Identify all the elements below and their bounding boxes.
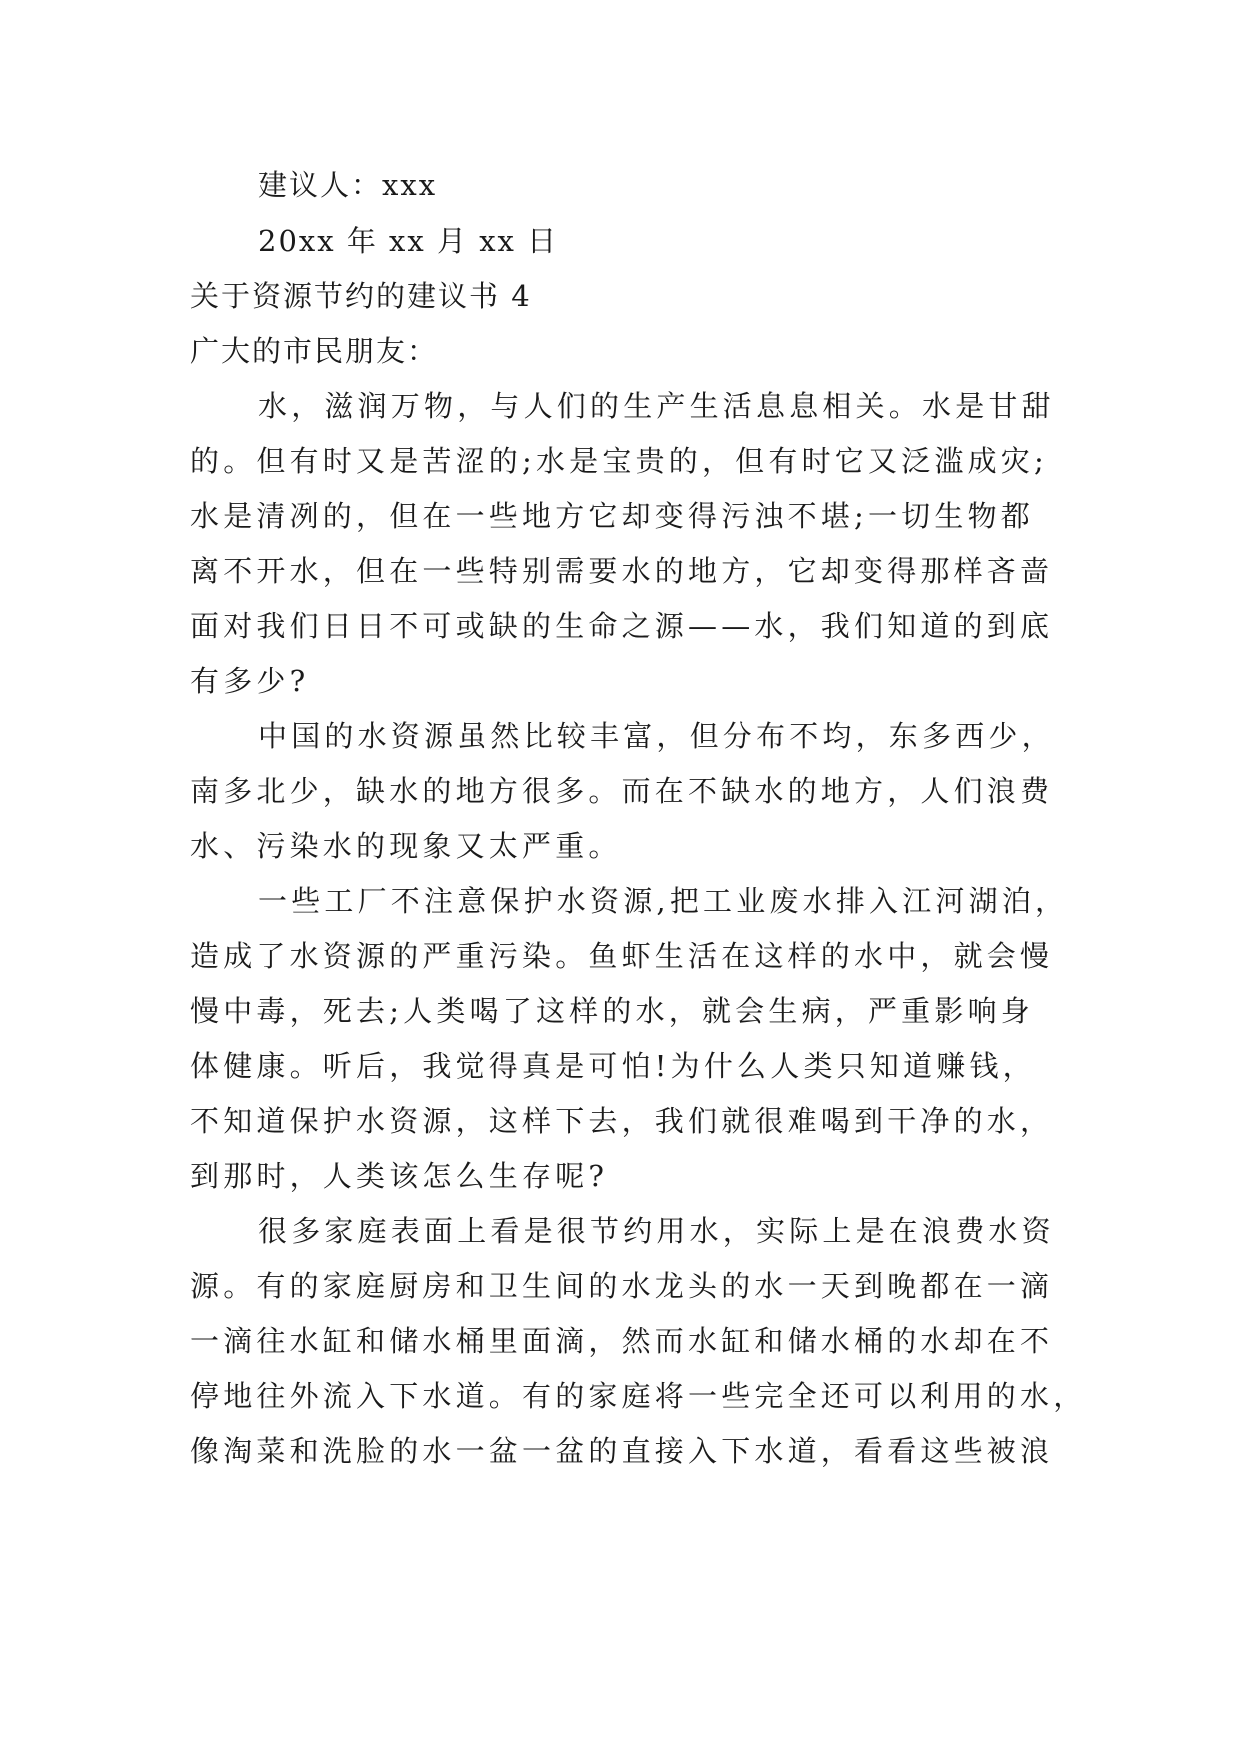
- document-title: 关于资源节约的建议书 4: [190, 279, 532, 313]
- paragraph-1-line-4: 离不开水，但在一些特别需要水的地方，它却变得那样吝啬: [190, 554, 1054, 588]
- signature-date: 20xx 年 xx 月 xx 日: [258, 224, 559, 258]
- paragraph-4-line-1: 很多家庭表面上看是很节约用水，实际上是在浪费水资: [258, 1214, 1055, 1248]
- paragraph-2-line-1: 中国的水资源虽然比较丰富，但分布不均，东多西少，: [258, 719, 1055, 753]
- paragraph-1-line-2: 的。但有时又是苦涩的;水是宝贵的，但有时它又泛滥成灾;: [190, 444, 1048, 478]
- paragraph-1-line-1: 水，滋润万物，与人们的生产生活息息相关。水是甘甜: [258, 389, 1055, 423]
- paragraph-1-line-5: 面对我们日日不可或缺的生命之源——水，我们知道的到底: [190, 609, 1054, 643]
- paragraph-3-line-3: 慢中毒，死去;人类喝了这样的水，就会生病，严重影响身: [190, 994, 1034, 1028]
- salutation: 广大的市民朋友：: [190, 334, 439, 368]
- paragraph-2-line-3: 水、污染水的现象又太严重。: [190, 829, 622, 863]
- paragraph-2-line-2: 南多北少，缺水的地方很多。而在不缺水的地方，人们浪费: [190, 774, 1054, 808]
- paragraph-3-line-6: 到那时，人类该怎么生存呢?: [190, 1159, 609, 1193]
- paragraph-4-line-5: 像淘菜和洗脸的水一盆一盆的直接入下水道，看看这些被浪: [190, 1434, 1054, 1468]
- paragraph-1-line-6: 有多少?: [190, 664, 310, 698]
- paragraph-4-line-2: 源。有的家庭厨房和卫生间的水龙头的水一天到晚都在一滴: [190, 1269, 1054, 1303]
- paragraph-4-line-4: 停地往外流入下水道。有的家庭将一些完全还可以利用的水，: [190, 1379, 1087, 1413]
- paragraph-4-line-3: 一滴往水缸和储水桶里面滴，然而水缸和储水桶的水却在不: [190, 1324, 1054, 1358]
- paragraph-3-line-5: 不知道保护水资源，这样下去，我们就很难喝到干净的水，: [190, 1104, 1054, 1138]
- paragraph-1-line-3: 水是清冽的，但在一些地方它却变得污浊不堪;一切生物都: [190, 499, 1034, 533]
- paragraph-3-line-1: 一些工厂不注意保护水资源,把工业废水排入江河湖泊，: [258, 884, 1069, 918]
- paragraph-3-line-4: 体健康。听后，我觉得真是可怕!为什么人类只知道赚钱，: [190, 1049, 1036, 1083]
- paragraph-3-line-2: 造成了水资源的严重污染。鱼虾生活在这样的水中，就会慢: [190, 939, 1054, 973]
- signature-proposer: 建议人：xxx: [258, 168, 438, 202]
